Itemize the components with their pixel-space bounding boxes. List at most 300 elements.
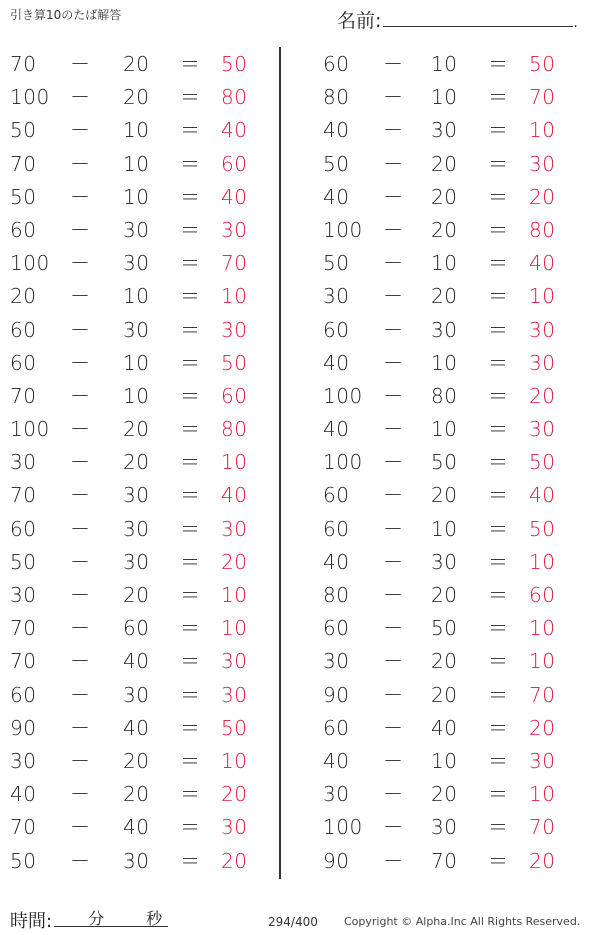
minus-sign: － [70,715,91,740]
answer: 10 [529,782,556,807]
equals-sign: ＝ [488,682,509,707]
problem-row [0,546,280,579]
equals-sign: ＝ [488,649,509,674]
problem-row [305,380,585,413]
subtrahend: 10 [431,85,458,110]
equals-sign: ＝ [488,52,509,76]
subtrahend: 80 [431,383,458,408]
problem-row [0,778,280,811]
minuend: 30 [10,748,37,773]
problem-row [0,114,280,147]
minuend: 30 [323,649,350,674]
equals-sign: ＝ [488,184,509,209]
equals-sign: ＝ [180,715,201,740]
problem-row [0,579,280,612]
problem-row [0,845,280,878]
problem-row [305,148,585,181]
equals-sign: ＝ [180,616,201,641]
equals-sign: ＝ [488,350,509,375]
problem-row [0,513,280,546]
minus-sign: － [383,649,404,674]
equals-sign: ＝ [488,583,509,607]
problem-row [305,181,585,214]
minuend: 100 [10,85,50,110]
problem-row [0,148,280,181]
subtrahend: 10 [123,118,150,143]
minuend: 70 [10,483,37,508]
answer: 70 [221,251,248,276]
minus-sign: － [383,616,404,641]
subtrahend: 20 [123,782,150,807]
minus-sign: － [70,583,91,607]
subtrahend: 20 [431,483,458,508]
subtrahend: 20 [123,417,150,442]
problem-row [0,612,280,645]
equals-sign: ＝ [488,748,509,773]
answer: 40 [221,184,248,209]
answer: 10 [529,649,556,674]
answer: 10 [529,284,556,309]
answer: 30 [221,217,248,242]
minuend: 100 [10,251,50,276]
equals-sign: ＝ [488,782,509,807]
copyright-text: Copyright © Alpha.Inc All Rights Reserved. [344,915,581,928]
minuend: 70 [10,815,37,840]
minus-sign: － [70,184,91,209]
name-blank-line[interactable] [383,8,573,27]
minus-sign: － [383,748,404,773]
minus-sign: － [70,383,91,408]
minus-sign: － [383,715,404,740]
equals-sign: ＝ [180,848,201,873]
answer: 30 [529,151,556,176]
minuend: 80 [323,85,350,110]
minus-sign: － [70,151,91,176]
subtrahend: 30 [431,118,458,143]
equals-sign: ＝ [488,616,509,641]
minuend: 40 [323,118,350,143]
equals-sign: ＝ [488,217,509,242]
answer: 40 [529,251,556,276]
problem-row [0,679,280,712]
answer: 20 [529,848,556,873]
equals-sign: ＝ [180,549,201,574]
subtrahend: 20 [431,782,458,807]
minus-sign: － [383,848,404,873]
minuend: 60 [10,217,37,242]
problem-row [305,513,585,546]
subtrahend: 30 [431,549,458,574]
minuend: 30 [323,782,350,807]
problem-row [305,413,585,446]
problem-row [0,314,280,347]
subtrahend: 10 [431,516,458,541]
left-problem-column [0,48,280,878]
answer: 20 [221,848,248,873]
answer: 80 [529,217,556,242]
minus-sign: － [383,483,404,508]
subtrahend: 10 [123,151,150,176]
answer: 70 [529,682,556,707]
minus-sign: － [383,417,404,442]
answer: 10 [221,583,248,607]
answer: 80 [221,417,248,442]
subtrahend: 40 [123,815,150,840]
equals-sign: ＝ [180,748,201,773]
subtrahend: 10 [431,251,458,276]
equals-sign: ＝ [180,118,201,143]
answer: 10 [221,748,248,773]
equals-sign: ＝ [488,815,509,840]
problem-row [0,811,280,844]
equals-sign: ＝ [180,284,201,309]
minuend: 60 [10,317,37,342]
answer: 10 [221,450,248,475]
problem-row [0,446,280,479]
problem-row [305,712,585,745]
minuend: 60 [323,52,350,76]
equals-sign: ＝ [488,383,509,408]
subtrahend: 30 [123,251,150,276]
problem-row [305,214,585,247]
equals-sign: ＝ [488,715,509,740]
answer: 60 [221,383,248,408]
worksheet-title: 引き算10のたば解答 [10,8,122,22]
answer: 50 [529,450,556,475]
subtrahend: 20 [431,649,458,674]
subtrahend: 10 [431,52,458,76]
equals-sign: ＝ [180,483,201,508]
answer: 30 [221,317,248,342]
minuend: 100 [323,383,363,408]
subtrahend: 50 [431,616,458,641]
minus-sign: － [383,682,404,707]
minuend: 70 [10,616,37,641]
minuend: 70 [10,649,37,674]
minuend: 90 [10,715,37,740]
answer: 10 [529,118,556,143]
minus-sign: － [70,52,91,76]
answer: 80 [221,85,248,110]
answer: 50 [221,350,248,375]
equals-sign: ＝ [180,317,201,342]
answer: 50 [529,516,556,541]
minuend: 100 [323,450,363,475]
problem-row [305,845,585,878]
equals-sign: ＝ [488,516,509,541]
minus-sign: － [383,583,404,607]
subtrahend: 20 [431,682,458,707]
name-field [337,6,578,33]
equals-sign: ＝ [488,417,509,442]
minuend: 50 [323,251,350,276]
minus-sign: － [70,748,91,773]
problem-row [0,745,280,778]
problem-row [305,645,585,678]
answer: 30 [221,815,248,840]
answer: 60 [529,583,556,607]
minuend: 50 [10,184,37,209]
minus-sign: － [70,251,91,276]
answer: 20 [529,383,556,408]
equals-sign: ＝ [180,217,201,242]
subtrahend: 60 [123,616,150,641]
subtrahend: 70 [431,848,458,873]
minus-sign: － [70,782,91,807]
subtrahend: 20 [431,184,458,209]
minus-sign: － [383,782,404,807]
subtrahend: 10 [431,350,458,375]
subtrahend: 30 [123,848,150,873]
subtrahend: 20 [123,52,150,76]
subtrahend: 10 [431,417,458,442]
answer: 10 [529,549,556,574]
equals-sign: ＝ [488,284,509,309]
minus-sign: － [70,483,91,508]
minuend: 60 [10,516,37,541]
minus-sign: － [70,616,91,641]
answer: 50 [221,52,248,76]
minuend: 100 [10,417,50,442]
column-divider [279,47,281,879]
equals-sign: ＝ [488,450,509,475]
minuend: 90 [323,848,350,873]
answer: 50 [221,715,248,740]
equals-sign: ＝ [488,85,509,110]
answer: 30 [529,350,556,375]
name-label: 名前: [337,10,382,32]
equals-sign: ＝ [180,184,201,209]
problem-row [0,214,280,247]
subtrahend: 20 [123,85,150,110]
problem-row [305,679,585,712]
subtrahend: 20 [431,284,458,309]
problem-row [305,579,585,612]
subtrahend: 30 [123,217,150,242]
problem-row [305,546,585,579]
minus-sign: － [70,217,91,242]
minus-sign: － [383,118,404,143]
answer: 60 [221,151,248,176]
equals-sign: ＝ [180,649,201,674]
minus-sign: － [70,549,91,574]
minuend: 60 [323,715,350,740]
minus-sign: － [383,317,404,342]
problem-row [0,712,280,745]
minuend: 40 [323,549,350,574]
subtrahend: 40 [123,649,150,674]
page-number: 294/400 [268,915,318,929]
equals-sign: ＝ [488,549,509,574]
answer: 10 [221,284,248,309]
equals-sign: ＝ [180,52,201,76]
time-blank-line[interactable] [54,906,168,927]
minus-sign: － [70,118,91,143]
answer: 40 [529,483,556,508]
answer: 20 [529,184,556,209]
subtrahend: 40 [123,715,150,740]
minus-sign: － [383,217,404,242]
minuend: 40 [323,184,350,209]
minuend: 60 [10,350,37,375]
minus-sign: － [383,52,404,76]
problem-row [0,280,280,313]
equals-sign: ＝ [180,151,201,176]
answer: 20 [221,549,248,574]
subtrahend: 10 [123,350,150,375]
answer: 30 [529,317,556,342]
minus-sign: － [383,184,404,209]
minus-sign: － [70,516,91,541]
minus-sign: － [70,450,91,475]
problem-row [305,479,585,512]
equals-sign: ＝ [488,118,509,143]
minuend: 60 [323,317,350,342]
answer: 30 [221,516,248,541]
equals-sign: ＝ [180,85,201,110]
answer: 20 [221,782,248,807]
minus-sign: － [383,251,404,276]
problem-row [305,347,585,380]
minuend: 100 [323,815,363,840]
equals-sign: ＝ [180,815,201,840]
subtrahend: 20 [431,583,458,607]
subtrahend: 10 [123,383,150,408]
minuend: 70 [10,383,37,408]
minuend: 50 [10,848,37,873]
minuend: 20 [10,284,37,309]
minuend: 30 [323,284,350,309]
seconds-label: 秒 [146,909,163,928]
subtrahend: 40 [431,715,458,740]
problem-row [305,612,585,645]
minus-sign: － [70,284,91,309]
subtrahend: 30 [123,516,150,541]
minuend: 70 [10,52,37,76]
equals-sign: ＝ [180,583,201,607]
answer: 10 [529,616,556,641]
minuend: 30 [10,450,37,475]
minus-sign: － [70,85,91,110]
name-dot: . [573,15,578,31]
subtrahend: 30 [123,549,150,574]
subtrahend: 30 [431,815,458,840]
problem-row [305,247,585,280]
answer: 30 [221,682,248,707]
subtrahend: 10 [431,748,458,773]
time-label: 時間: [10,911,53,932]
minus-sign: － [383,85,404,110]
subtrahend: 30 [431,317,458,342]
problem-row [0,413,280,446]
minus-sign: － [70,815,91,840]
right-problem-column [305,48,585,878]
subtrahend: 30 [123,483,150,508]
subtrahend: 10 [123,184,150,209]
equals-sign: ＝ [180,350,201,375]
problem-row [0,645,280,678]
equals-sign: ＝ [180,682,201,707]
minus-sign: － [383,151,404,176]
equals-sign: ＝ [180,516,201,541]
time-field [10,906,168,933]
subtrahend: 20 [431,217,458,242]
minus-sign: － [383,516,404,541]
problem-row [0,380,280,413]
minutes-label: 分 [88,909,105,928]
minus-sign: － [70,649,91,674]
minus-sign: － [383,284,404,309]
answer: 20 [529,715,556,740]
problem-row [0,479,280,512]
minuend: 60 [323,616,350,641]
minus-sign: － [383,450,404,475]
minus-sign: － [70,317,91,342]
answer: 40 [221,483,248,508]
minus-sign: － [70,682,91,707]
equals-sign: ＝ [180,383,201,408]
subtrahend: 20 [123,748,150,773]
answer: 40 [221,118,248,143]
subtrahend: 20 [123,450,150,475]
subtrahend: 30 [123,682,150,707]
problem-row [305,745,585,778]
minuend: 60 [10,682,37,707]
minuend: 40 [323,350,350,375]
equals-sign: ＝ [488,848,509,873]
problem-row [305,280,585,313]
minuend: 40 [323,417,350,442]
minuend: 50 [323,151,350,176]
problem-row [0,247,280,280]
answer: 30 [529,417,556,442]
answer: 30 [221,649,248,674]
minuend: 30 [10,583,37,607]
minus-sign: － [70,350,91,375]
equals-sign: ＝ [180,417,201,442]
problem-row [0,347,280,380]
minuend: 60 [323,483,350,508]
equals-sign: ＝ [180,782,201,807]
problem-row [305,778,585,811]
answer: 50 [529,52,556,76]
problem-row [0,48,280,81]
answer: 70 [529,85,556,110]
subtrahend: 50 [431,450,458,475]
minuend: 40 [10,782,37,807]
minuend: 50 [10,118,37,143]
minuend: 40 [323,748,350,773]
problem-row [305,81,585,114]
problem-row [305,114,585,147]
equals-sign: ＝ [488,251,509,276]
minus-sign: － [383,549,404,574]
minus-sign: － [383,383,404,408]
equals-sign: ＝ [488,317,509,342]
minus-sign: － [70,848,91,873]
problem-row [0,81,280,114]
equals-sign: ＝ [488,151,509,176]
equals-sign: ＝ [180,450,201,475]
subtrahend: 10 [123,284,150,309]
minus-sign: － [383,350,404,375]
problem-row [305,811,585,844]
minus-sign: － [70,417,91,442]
minuend: 50 [10,549,37,574]
minuend: 60 [323,516,350,541]
subtrahend: 30 [123,317,150,342]
problem-row [305,314,585,347]
